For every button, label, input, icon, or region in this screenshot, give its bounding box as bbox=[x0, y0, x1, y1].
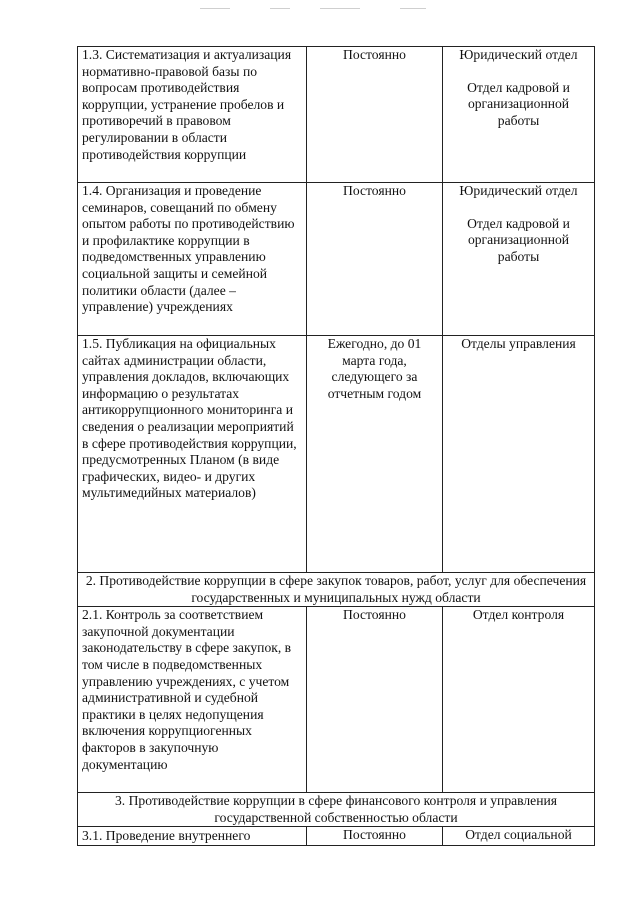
table-row bbox=[78, 336, 595, 573]
responsible-cell bbox=[443, 827, 595, 846]
term-cell: Постоянно bbox=[307, 183, 443, 336]
measure-cell: 1.4. Организация и проведение семинаров, совещаний по обмену опытом работы по противодействию и профилактике коррупции в подведомственных управлению социальной защиты и семейной политики области (далее – управление) учреждениях bbox=[78, 183, 307, 336]
responsible-cell bbox=[443, 183, 595, 336]
measure-cell: 1.3. Систематизация и актуализация нормативно-правовой базы по вопросам противодействия коррупции, устранение пробелов и противоречий в правовом регулировании в области противодействия коррупции bbox=[78, 47, 307, 183]
anticorruption-plan-table bbox=[77, 46, 595, 846]
term-cell: Постоянно bbox=[307, 607, 443, 793]
responsible-line: Юридический отдел bbox=[459, 47, 578, 62]
responsible-cell bbox=[443, 47, 595, 183]
table-row bbox=[78, 183, 595, 336]
responsible-cell bbox=[443, 607, 595, 793]
measure-cell: 1.5. Публикация на официальных сайтах администрации области, управления докладов, включающих информацию о результатах антикоррупционного мониторинга и сведения о реализации мероприятий в сфере противодействия коррупции, предусмотренных Планом (в виде графических, видео- и других мультимедийных материалов) bbox=[78, 336, 307, 573]
responsible-line: Отдел социальной bbox=[465, 827, 572, 843]
section-heading: 3. Противодействие коррупции в сфере финансового контроля и управления государственной собственностью области bbox=[78, 793, 595, 827]
table-row bbox=[78, 47, 595, 183]
measure-cell: 2.1. Контроль за соответствием закупочной документации законодательству в сфере закупок, в том числе в подведомственных управлению учреждениях, с учетом административной и судебной практики в целях недопущения включения коррупциогенных факторов в закупочную документацию bbox=[78, 607, 307, 793]
term-cell: Постоянно bbox=[307, 47, 443, 183]
responsible-line: Отдел кадровой и организационной работы bbox=[467, 215, 570, 264]
scan-artifacts bbox=[200, 8, 460, 12]
measure-cell: 3.1. Проведение внутреннего bbox=[78, 827, 307, 846]
responsible-cell bbox=[443, 336, 595, 573]
responsible-line: Отдел контроля bbox=[472, 607, 565, 623]
section-row bbox=[78, 573, 595, 607]
table-row bbox=[78, 607, 595, 793]
term-cell: Постоянно bbox=[307, 827, 443, 846]
section-heading: 2. Противодействие коррупции в сфере закупок товаров, работ, услуг для обеспечения государственных и муниципальных нужд области bbox=[78, 573, 595, 607]
table-row bbox=[78, 827, 595, 846]
responsible-line: Отделы управления bbox=[461, 336, 576, 351]
term-cell: Ежегодно, до 01 марта года, следующего за отчетным годом bbox=[307, 336, 443, 573]
section-row bbox=[78, 793, 595, 827]
responsible-line: Отдел кадровой и организационной работы bbox=[467, 79, 570, 128]
responsible-line: Юридический отдел bbox=[459, 183, 578, 198]
